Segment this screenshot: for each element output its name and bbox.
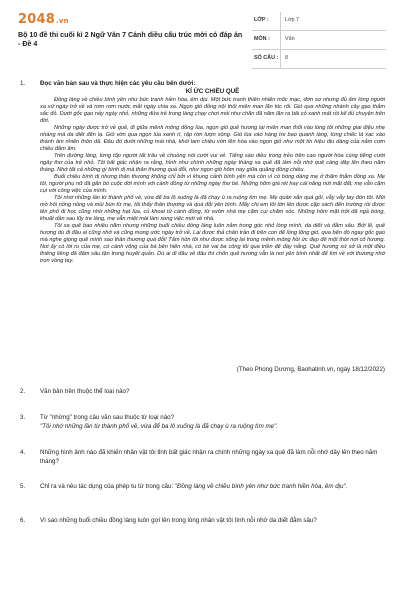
question-prompt	[40, 483, 385, 492]
site-logo[interactable]	[18, 12, 69, 27]
question-3-prompt: Từ "nhờng" trong câu văn sau thuộc từ loại nào?	[40, 414, 175, 421]
passage-paragraph: Trên đường làng, từng tốp người tất trâu về chuồng nói cười vui vẻ. Tiếng sáo diều trong trẻo trên cao người hòa cùng tiếng cười ngây thơ của trẻ nhỏ. Tôi bất giác nhận ra rằng, hình như chính những ngày tháng xa quê đã làm nỗi nhớ quê càng dây lên theo năm tháng. Nhớ tất cả những gì bình dị mà thân thương quá đỗi, như ngọn gió hôm nay giữa quãng đồng chiều.	[40, 153, 385, 173]
question-number: 5.	[20, 483, 26, 490]
passage-title: KÍ ỨC CHIỀU QUÊ	[185, 88, 240, 95]
question-number: 1.	[20, 80, 26, 87]
meta-row-class	[252, 12, 386, 31]
meta-row-subject	[252, 31, 386, 50]
question-number: 2.	[20, 388, 26, 395]
question-5-quote: "Đồng làng về chiều bình yên như bức tranh hiền hòa, êm dịu".	[174, 483, 348, 490]
question-prompt	[40, 414, 385, 431]
meta-value: 8	[285, 55, 288, 61]
question-number: 6.	[20, 517, 26, 524]
passage-paragraph: Tôi nhớ những lần từ thành phố về, vừa để ba lô xuống là đã chạy ù ra ruộng tìm mẹ. Mẹ quần xắn quá gối, vẫy vẫy tay đón tôi. Mùi mồ hôi nồng nồng và mùi bùn từ mẹ, tôi thấy thân thương và quá đỗi yên bình. Mấy chị em tôi lớn lên được cặp sách đến trường rồi được lên phố đi học cũng nhờ những hạt lúa, củ khoai từ cánh đồng, từ vườn nhà mẹ cặm cụi chăm sóc. Những hôm mặt trời đã ngả bóng, khuất dần sau lũy tre làng, mẹ vẫn miệt mài làm xong việc mới về nhà.	[40, 195, 385, 222]
logo-main: 2048	[18, 12, 55, 27]
question-number: 4.	[20, 449, 26, 456]
meta-key: LỚP :	[254, 17, 269, 23]
reading-passage	[40, 97, 385, 265]
meta-row-question-count	[252, 50, 386, 69]
question-prompt: Những hình ảnh nào đã khiến nhân vật tôi tỉnh bất giác nhận ra chính những ngày xa quê đã làm nỗi nhớ dây lên theo năm tháng?	[40, 449, 378, 465]
meta-value: Lớp 7	[285, 17, 300, 23]
question-prompt: Vì sao những buổi chiều đồng làng luôn gợi lên trong lòng nhân vật tôi tình nỗi nhớ da diết đằm sâu?	[40, 517, 317, 524]
meta-key: MÔN :	[254, 36, 270, 42]
meta-key: SỐ CÂU :	[254, 55, 279, 61]
passage-paragraph: Đồng làng về chiều bình yên như bức tranh hiền hòa, êm dịu. Một bức tranh thiên nhiên mộc mạc, đơn sơ nhưng đủ ấm lòng người xa xứ ngày trở về và rơm rơm nước mắt ngày chia xa. Ngọn gió đồng nội thổi miên man lăn tóc rối. Gió qua những nhánh cây gạo thắm sắc đỏ. Dưới gốc gạo nảy ngày nhỏ, những đứa trẻ trong làng chạy chơi mỏi như chăn đã năm lăn ra bãi cỏ xanh mát rồi kể đủ chuyện trên đời.	[40, 97, 385, 124]
meta-info-table	[252, 12, 386, 69]
passage-paragraph: Tôi xa quê bao nhiêu năm nhưng những buổi chiều đồng làng luôn nằm trong góc nhỏ lòng mình, da diết và đằm sâu. Bởi lẽ, quê hương dù đi đâu ai cũng nhớ và cũng mong ước ngày trở về. Lại được thả chân trần đi trên con đê lồng lộng gió, qua bến đò ngay gốc gạo mà nghe giọng quê mình sao thân thương quá đỗi! Tấm hồn tôi như được sống lại trong mênh mông hồi ức đẹp đẽ một thời nơi cố hương. Nơi ấy có lời ru của mẹ, có cánh võng của bà bên hiên nhà, có bè vai ba công tôi qua triền đê đầy nắng. Quê hương xứ sở là một điều thiêng liêng đã đâm sâu tận trong huyết quản. Dù ai đi đâu về đâu thì chốn quê hương vẫn là nơi yên bình nhất để tìm về với thương nhớ trọn vòng tay.	[40, 223, 385, 264]
question-number: 3.	[20, 414, 26, 421]
document-title: Bộ 10 đề thi cuối kì 2 Ngữ Văn 7 Cánh diều cấu trúc mới có đáp án - Đề 4	[18, 31, 243, 49]
logo-suffix: .vn	[55, 17, 69, 25]
meta-value: Văn	[285, 36, 295, 42]
page-header	[0, 0, 400, 80]
question-5-prompt: Chỉ ra và nêu tác dụng của phép tu từ trong câu:	[40, 483, 175, 490]
question-3-quote: "Tôi nhớ những lần từ thành phố về, vừa để ba lô xuống là đã chạy ù ra ruộng tìm mẹ".	[40, 422, 278, 430]
question-1-prompt: Đọc văn bản sau và thực hiện các yêu cầu bên dưới:	[40, 80, 196, 87]
passage-source: (Theo Phong Dương, Baohatinh.vn, ngày 18/12/2022)	[236, 366, 385, 373]
passage-paragraph: Những ngày được trở về quê, đi giữa mênh mông đồng lúa, ngọn gió quê hương lại miên man thổi vào lòng tôi những giai điệu nhẹ nhàng mà da diết đến lạ. Gió vờn qua ngọn lúa xanh rì, rập rờn lượn sóng. Gió lùa vào hàng tre bao quanh làng, từng chiếc lá xạc xào thành âm nhiên thôn dã. Đâu đó dưới những mái nhà, khói lam chiều vờn lên hòa vào ngọn gió như một tín hiệu dịu dàng của nắm cơm chiều đằm ấm.	[40, 125, 385, 152]
passage-paragraph: Buổi chiều bình dị nhưng thân thương không chỉ bởi vì khung cảnh bình yên mà còn vì có bóng dáng mẹ ở thăm thẳm đồng xa. Mẹ tôi, người phụ nữ đã gắn bó cuộc đời mình với cánh đồng từ những ngày thơ bé. Những hôm giá rét hay cái nắng nứt mặt đất, mẹ vẫn cặm cụi với công việc của mình.	[40, 174, 385, 194]
question-prompt: Văn bản trên thuộc thể loại nào?	[40, 388, 130, 395]
